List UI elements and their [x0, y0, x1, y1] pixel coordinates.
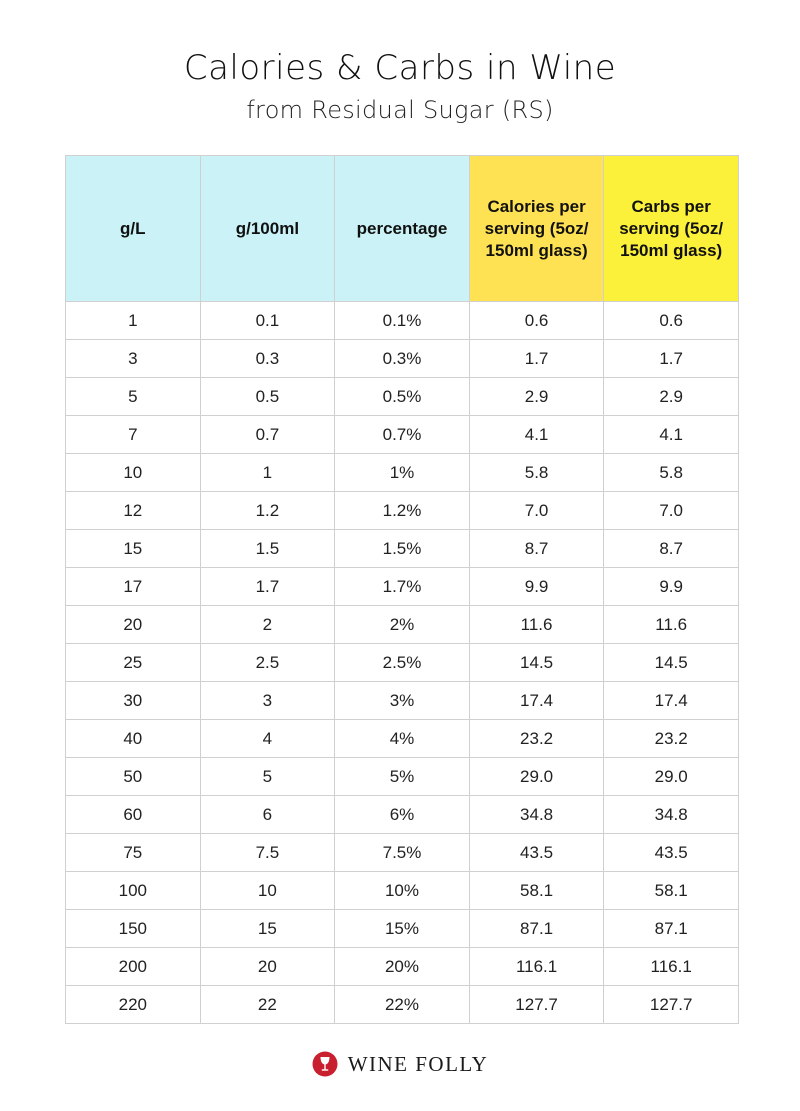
cell-percentage: 10%	[335, 872, 470, 910]
column-header-calories: Calories per serving (5oz/ 150ml glass)	[469, 156, 604, 302]
cell-g-per-100ml: 3	[200, 682, 335, 720]
cell-carbs: 23.2	[604, 720, 739, 758]
table-row	[66, 796, 739, 834]
cell-g-per-l: 25	[66, 644, 201, 682]
column-header-g-per-l: g/L	[66, 156, 201, 302]
cell-percentage: 0.5%	[335, 378, 470, 416]
cell-calories: 17.4	[469, 682, 604, 720]
cell-calories: 14.5	[469, 644, 604, 682]
cell-calories: 29.0	[469, 758, 604, 796]
cell-percentage: 3%	[335, 682, 470, 720]
table-row	[66, 758, 739, 796]
cell-carbs: 127.7	[604, 986, 739, 1024]
cell-g-per-100ml: 0.3	[200, 340, 335, 378]
table-row	[66, 302, 739, 340]
cell-calories: 2.9	[469, 378, 604, 416]
cell-g-per-100ml: 20	[200, 948, 335, 986]
cell-g-per-l: 5	[66, 378, 201, 416]
footer-brand	[0, 1046, 800, 1082]
cell-carbs: 17.4	[604, 682, 739, 720]
cell-percentage: 2.5%	[335, 644, 470, 682]
cell-g-per-100ml: 1.7	[200, 568, 335, 606]
cell-g-per-l: 3	[66, 340, 201, 378]
cell-g-per-l: 200	[66, 948, 201, 986]
cell-percentage: 20%	[335, 948, 470, 986]
cell-g-per-100ml: 10	[200, 872, 335, 910]
cell-calories: 0.6	[469, 302, 604, 340]
cell-g-per-100ml: 22	[200, 986, 335, 1024]
cell-calories: 1.7	[469, 340, 604, 378]
cell-carbs: 0.6	[604, 302, 739, 340]
cell-calories: 8.7	[469, 530, 604, 568]
cell-carbs: 43.5	[604, 834, 739, 872]
cell-calories: 23.2	[469, 720, 604, 758]
table-row	[66, 720, 739, 758]
brand-wordmark: WINE FOLLY	[347, 1051, 489, 1076]
table-row	[66, 340, 739, 378]
cell-carbs: 5.8	[604, 454, 739, 492]
cell-g-per-100ml: 1.2	[200, 492, 335, 530]
table-row	[66, 530, 739, 568]
cell-g-per-l: 150	[66, 910, 201, 948]
table-row	[66, 910, 739, 948]
cell-carbs: 87.1	[604, 910, 739, 948]
cell-carbs: 7.0	[604, 492, 739, 530]
table-row	[66, 492, 739, 530]
cell-g-per-l: 17	[66, 568, 201, 606]
cell-carbs: 4.1	[604, 416, 739, 454]
cell-g-per-l: 60	[66, 796, 201, 834]
cell-carbs: 9.9	[604, 568, 739, 606]
cell-g-per-l: 20	[66, 606, 201, 644]
cell-g-per-100ml: 0.1	[200, 302, 335, 340]
cell-calories: 9.9	[469, 568, 604, 606]
cell-g-per-l: 50	[66, 758, 201, 796]
cell-percentage: 1.5%	[335, 530, 470, 568]
column-header-carbs: Carbs per serving (5oz/ 150ml glass)	[604, 156, 739, 302]
cell-g-per-100ml: 4	[200, 720, 335, 758]
table-row	[66, 948, 739, 986]
cell-percentage: 7.5%	[335, 834, 470, 872]
cell-g-per-l: 7	[66, 416, 201, 454]
residual-sugar-table	[65, 155, 739, 1024]
cell-carbs: 1.7	[604, 340, 739, 378]
cell-percentage: 1.7%	[335, 568, 470, 606]
cell-g-per-l: 40	[66, 720, 201, 758]
cell-carbs: 58.1	[604, 872, 739, 910]
wine-glass-logo-icon	[312, 1051, 338, 1077]
cell-percentage: 6%	[335, 796, 470, 834]
cell-g-per-l: 10	[66, 454, 201, 492]
cell-carbs: 8.7	[604, 530, 739, 568]
column-header-g-per-100ml: g/100ml	[200, 156, 335, 302]
cell-percentage: 5%	[335, 758, 470, 796]
cell-percentage: 0.7%	[335, 416, 470, 454]
cell-g-per-100ml: 2.5	[200, 644, 335, 682]
cell-g-per-l: 15	[66, 530, 201, 568]
table-row	[66, 606, 739, 644]
chart-title: Calories & Carbs in Wine	[183, 48, 617, 88]
cell-g-per-l: 1	[66, 302, 201, 340]
cell-calories: 87.1	[469, 910, 604, 948]
cell-g-per-l: 75	[66, 834, 201, 872]
cell-g-per-100ml: 1.5	[200, 530, 335, 568]
cell-calories: 11.6	[469, 606, 604, 644]
column-header-percentage: percentage	[335, 156, 470, 302]
cell-calories: 5.8	[469, 454, 604, 492]
cell-carbs: 29.0	[604, 758, 739, 796]
cell-g-per-l: 220	[66, 986, 201, 1024]
cell-calories: 58.1	[469, 872, 604, 910]
cell-carbs: 2.9	[604, 378, 739, 416]
table-row	[66, 986, 739, 1024]
cell-carbs: 34.8	[604, 796, 739, 834]
cell-g-per-100ml: 5	[200, 758, 335, 796]
chart-subtitle: from Residual Sugar (RS)	[246, 96, 554, 124]
cell-g-per-l: 100	[66, 872, 201, 910]
cell-calories: 43.5	[469, 834, 604, 872]
cell-percentage: 0.1%	[335, 302, 470, 340]
cell-calories: 34.8	[469, 796, 604, 834]
cell-percentage: 22%	[335, 986, 470, 1024]
table-row	[66, 682, 739, 720]
cell-calories: 7.0	[469, 492, 604, 530]
cell-calories: 4.1	[469, 416, 604, 454]
table-row	[66, 644, 739, 682]
cell-carbs: 116.1	[604, 948, 739, 986]
cell-carbs: 11.6	[604, 606, 739, 644]
table-row	[66, 378, 739, 416]
cell-percentage: 0.3%	[335, 340, 470, 378]
table-row	[66, 568, 739, 606]
cell-g-per-l: 30	[66, 682, 201, 720]
table-body	[66, 302, 739, 1024]
cell-percentage: 15%	[335, 910, 470, 948]
table-row	[66, 872, 739, 910]
cell-g-per-100ml: 15	[200, 910, 335, 948]
table-row	[66, 416, 739, 454]
cell-percentage: 4%	[335, 720, 470, 758]
cell-g-per-100ml: 0.7	[200, 416, 335, 454]
cell-carbs: 14.5	[604, 644, 739, 682]
cell-g-per-100ml: 7.5	[200, 834, 335, 872]
cell-percentage: 1%	[335, 454, 470, 492]
table-header-row	[66, 156, 739, 302]
cell-g-per-100ml: 6	[200, 796, 335, 834]
cell-g-per-100ml: 1	[200, 454, 335, 492]
cell-calories: 127.7	[469, 986, 604, 1024]
cell-calories: 116.1	[469, 948, 604, 986]
cell-g-per-100ml: 2	[200, 606, 335, 644]
table-row	[66, 454, 739, 492]
cell-g-per-100ml: 0.5	[200, 378, 335, 416]
cell-percentage: 2%	[335, 606, 470, 644]
cell-percentage: 1.2%	[335, 492, 470, 530]
table-row	[66, 834, 739, 872]
cell-g-per-l: 12	[66, 492, 201, 530]
